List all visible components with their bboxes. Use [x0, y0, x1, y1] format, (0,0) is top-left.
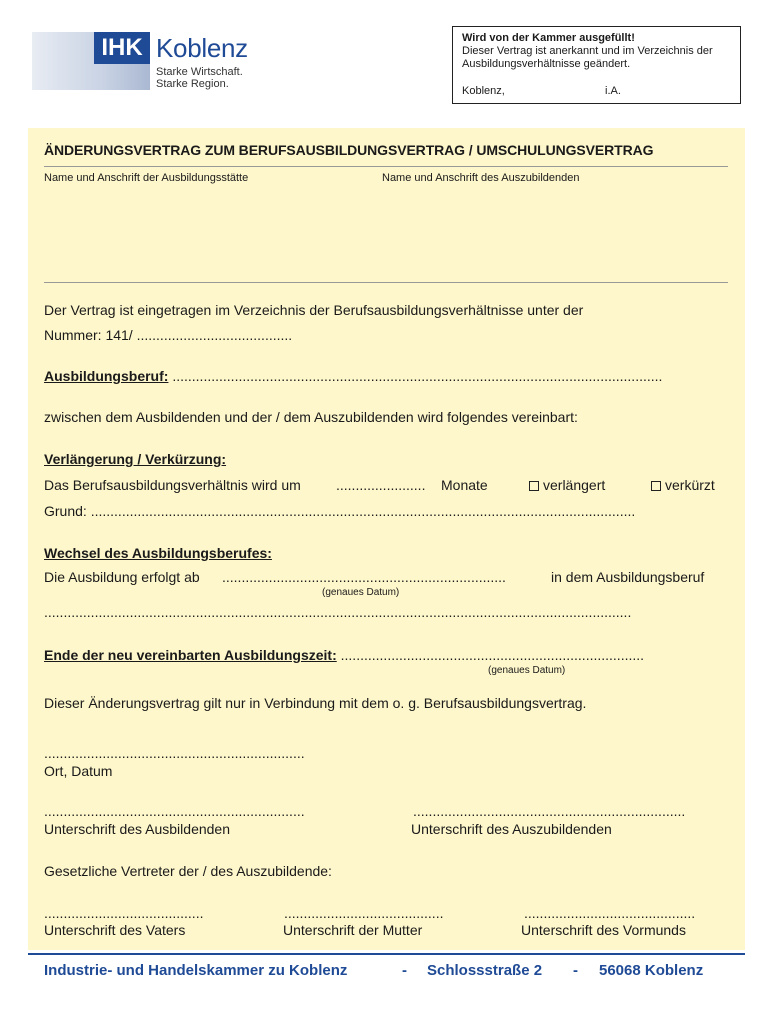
- footer-line: [28, 953, 745, 955]
- chamber-box-ia: i.A.: [605, 85, 621, 97]
- logo-mark: IHK: [94, 32, 150, 64]
- extension-unit: Monate: [441, 477, 488, 493]
- mother-signature-dots[interactable]: .........................................: [284, 905, 444, 921]
- logo-name: Koblenz: [156, 33, 248, 63]
- trainee-signature-label: Unterschrift des Auszubildenden: [411, 821, 612, 837]
- label-training-company: Name und Anschrift der Ausbildungsstätte: [44, 172, 249, 184]
- divider-top: [44, 166, 728, 167]
- ihk-logo: [32, 32, 252, 90]
- chamber-box-heading: Wird von der Kammer ausgefüllt!: [462, 32, 635, 44]
- reason-dots[interactable]: ............................................................................................................................................: [90, 503, 636, 519]
- reason-row: [44, 503, 728, 520]
- end-date-hint: (genaues Datum): [488, 665, 566, 676]
- guardians-label: Gesetzliche Vertreter der / des Auszubildende:: [44, 863, 332, 879]
- extension-prefix: Das Berufsausbildungsverhältnis wird um: [44, 477, 301, 493]
- change-occupation-dots[interactable]: .......................................................................................................................................................: [44, 604, 632, 620]
- footer-street: Schlossstraße 2: [427, 962, 543, 979]
- reason-label: Grund:: [44, 503, 87, 519]
- checkbox-shortened-icon[interactable]: [651, 481, 661, 491]
- place-date-dots[interactable]: ...................................................................: [44, 745, 305, 761]
- guardian-signature-label: Unterschrift des Vormunds: [521, 922, 686, 938]
- mother-signature-label: Unterschrift der Mutter: [283, 922, 423, 938]
- end-row: [44, 647, 728, 664]
- father-signature-dots[interactable]: .........................................: [44, 905, 204, 921]
- father-signature-label: Unterschrift des Vaters: [44, 922, 186, 938]
- extension-heading: Verlängerung / Verkürzung:: [44, 451, 227, 467]
- register-line-1: Der Vertrag ist eingetragen im Verzeichnis der Berufsausbildungsverhältnisse unter der: [44, 302, 584, 318]
- occupation-row: [44, 368, 728, 385]
- trainee-signature-dots[interactable]: ......................................................................: [413, 803, 686, 819]
- checkbox-extended-icon[interactable]: [529, 481, 539, 491]
- validity-text: Dieser Änderungsvertrag gilt nur in Verbindung mit dem o. g. Berufsausbildungsvertrag.: [44, 695, 587, 711]
- end-dots[interactable]: ..............................................................................: [340, 647, 645, 663]
- option-extended[interactable]: [529, 477, 605, 494]
- extension-months-dots[interactable]: .......................: [336, 477, 426, 493]
- footer-org: Industrie- und Handelskammer zu Koblenz: [44, 962, 348, 979]
- change-date-hint: (genaues Datum): [322, 587, 400, 598]
- occupation-dots[interactable]: ..............................................................................................................................: [172, 368, 663, 384]
- chamber-box-line-2: Ausbildungsverhältnisse geändert.: [462, 58, 631, 70]
- form-title: ÄNDERUNGSVERTRAG ZUM BERUFSAUSBILDUNGSVERTRAG / UMSCHULUNGSVERTRAG: [44, 142, 654, 158]
- footer-separator-2: -: [573, 962, 578, 979]
- trainer-signature-dots[interactable]: ...................................................................: [44, 803, 305, 819]
- training-company-field[interactable]: [44, 188, 374, 278]
- agreement-text: zwischen dem Ausbildenden und der / dem Auszubildenden wird folgendes vereinbart:: [44, 409, 578, 425]
- change-heading: Wechsel des Ausbildungsberufes:: [44, 545, 272, 561]
- divider-address: [44, 282, 728, 283]
- place-date-label: Ort, Datum: [44, 763, 113, 779]
- option-extended-label: verlängert: [543, 477, 606, 493]
- trainee-field[interactable]: [382, 188, 728, 278]
- option-shortened[interactable]: [651, 477, 715, 494]
- register-number[interactable]: Nummer: 141/ ........................................: [44, 327, 293, 343]
- option-shortened-label: verkürzt: [665, 477, 715, 493]
- change-suffix: in dem Ausbildungsberuf: [551, 569, 705, 585]
- chamber-box-place: Koblenz,: [462, 85, 505, 97]
- logo-slogan-2: Starke Region.: [156, 78, 229, 90]
- footer-separator-1: -: [402, 962, 407, 979]
- change-prefix: Die Ausbildung erfolgt ab: [44, 569, 200, 585]
- chamber-box: [452, 26, 741, 104]
- label-trainee: Name und Anschrift des Auszubildenden: [382, 172, 580, 184]
- footer-city: 56068 Koblenz: [599, 962, 704, 979]
- trainer-signature-label: Unterschrift des Ausbildenden: [44, 821, 230, 837]
- logo-slogan-1: Starke Wirtschaft.: [156, 66, 243, 78]
- chamber-box-line-1: Dieser Vertrag ist anerkannt und im Verzeichnis der: [462, 45, 713, 57]
- guardian-signature-dots[interactable]: ............................................: [524, 905, 696, 921]
- change-date-dots[interactable]: .........................................................................: [222, 569, 506, 585]
- end-heading: Ende der neu vereinbarten Ausbildungszeit:: [44, 647, 337, 663]
- occupation-label: Ausbildungsberuf:: [44, 368, 169, 384]
